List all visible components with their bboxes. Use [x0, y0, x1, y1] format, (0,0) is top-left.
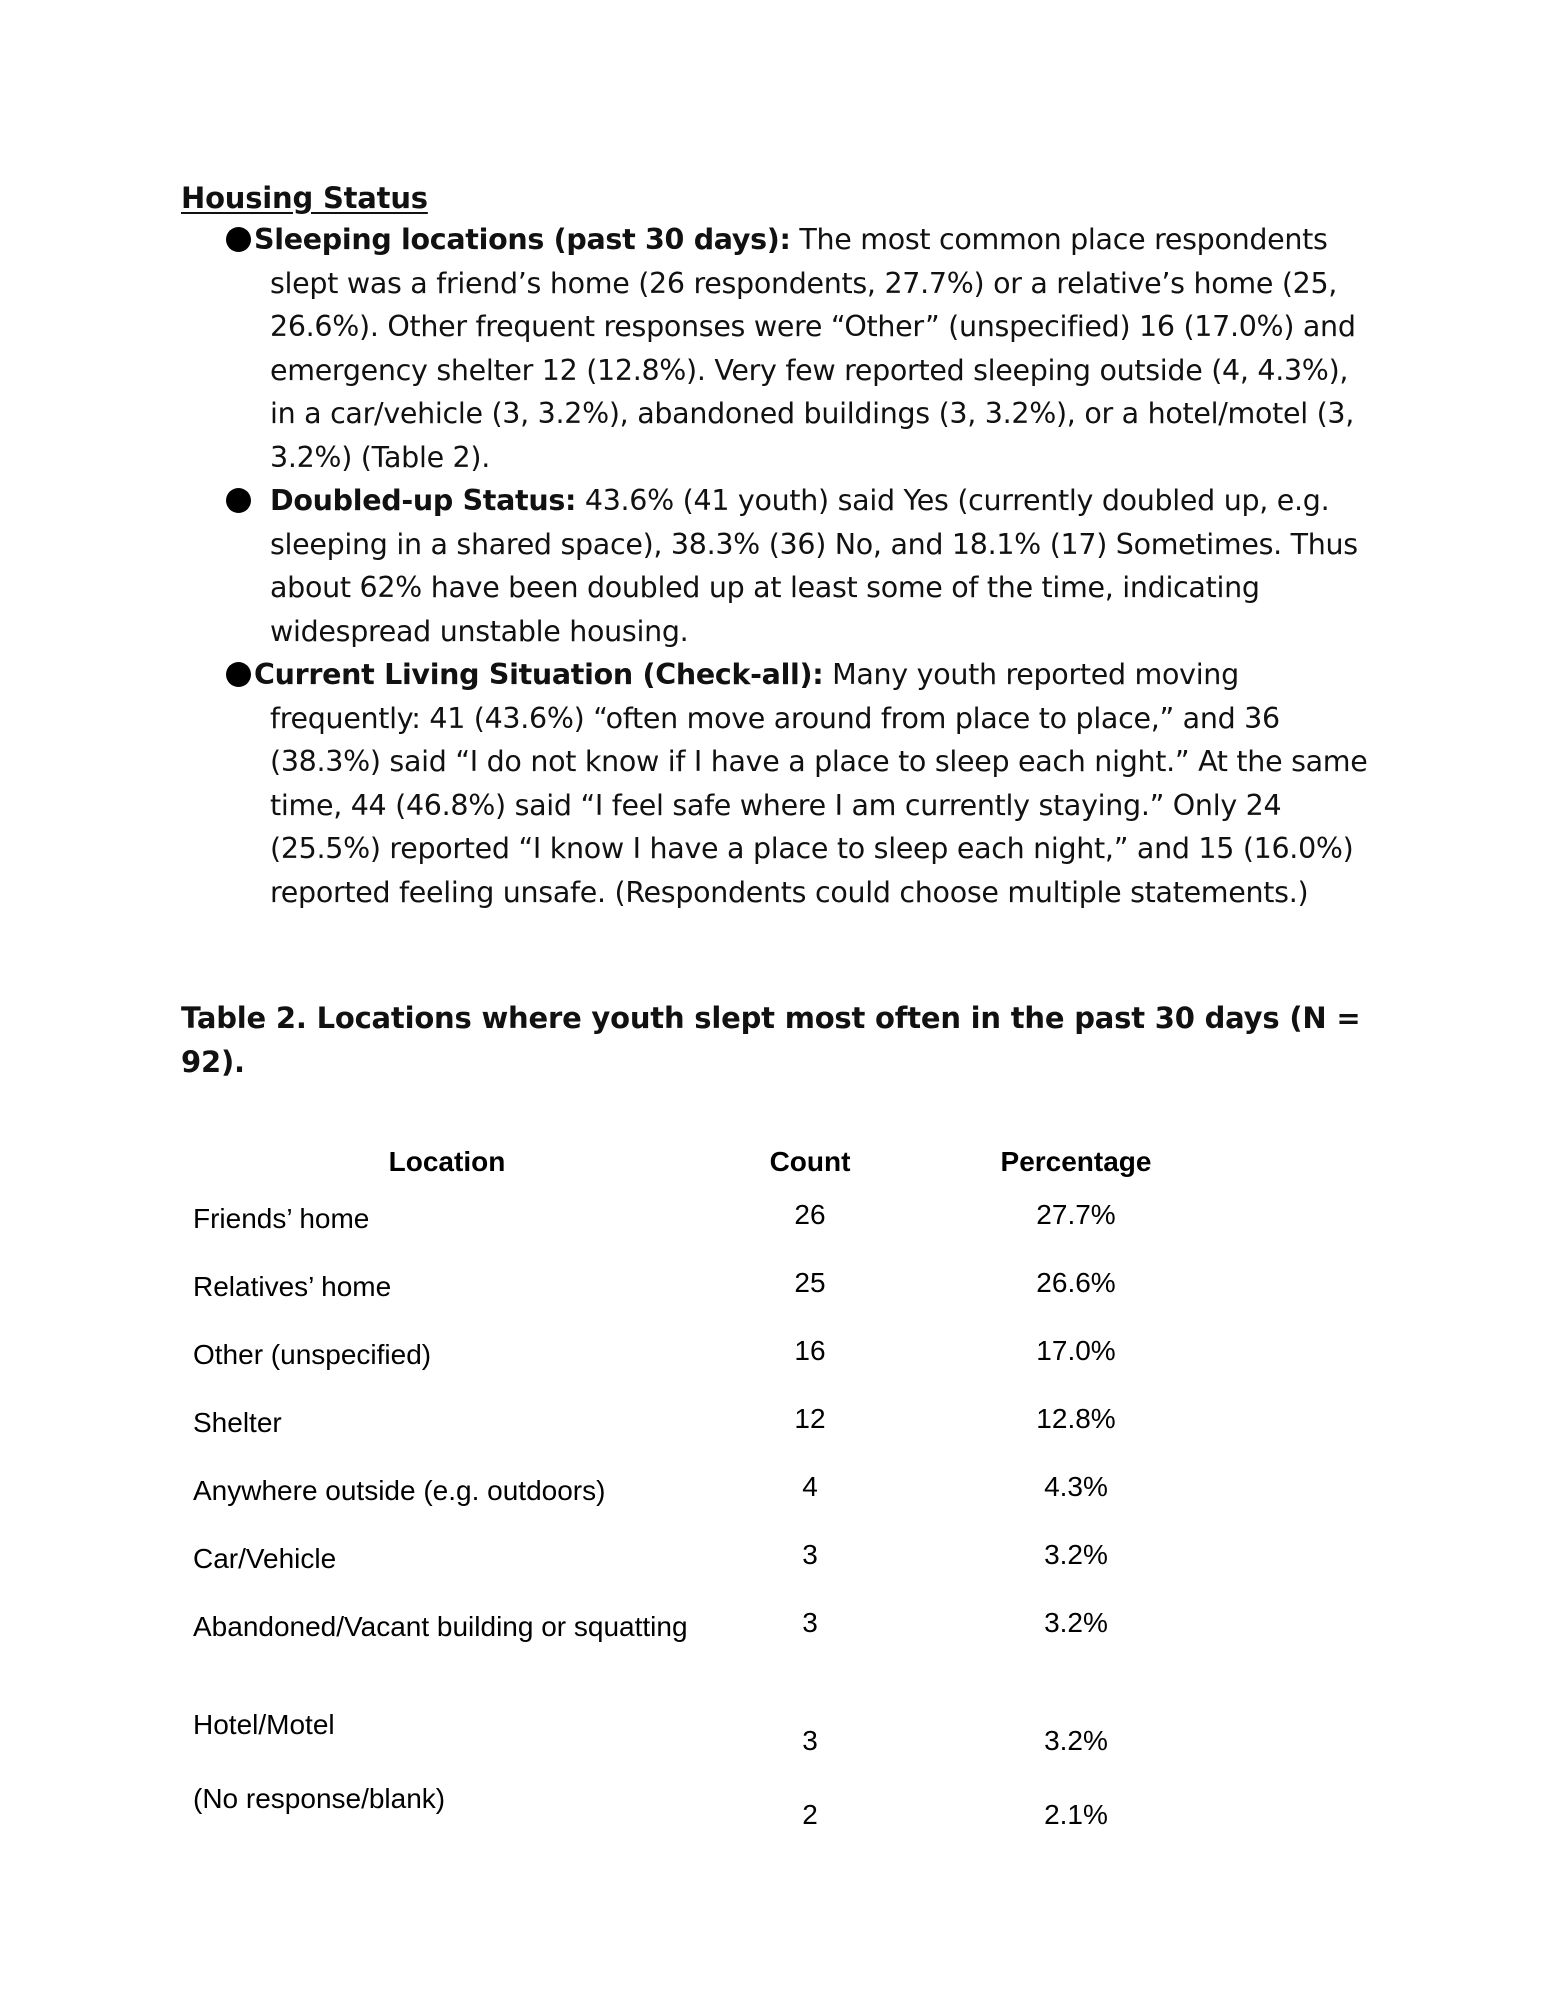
cell-percentage: 3.2%	[1044, 1607, 1108, 1638]
cell-count: 3	[802, 1539, 818, 1570]
cell-location: Other (unspecified)	[193, 1339, 432, 1370]
cell-count: 25	[794, 1267, 826, 1298]
cell-percentage: 2.1%	[1044, 1799, 1108, 1830]
table-row	[181, 1255, 1245, 1323]
bullet-text: Many youth reported moving frequently: 41 (43.6%) “often move around from place to place,” and 36 (38.3%) said “I do not know if I have a place to sleep each night.” At the same time, 44 (46.8%) said “I feel safe where I am currently staying.” Only 24 (25.5%) reported “I know I have a place to sleep each night,” and 15 (16.0%) reported feeling unsafe. (Respondents could choose multiple statements.)	[270, 658, 1368, 909]
cell-percentage: 27.7%	[1036, 1199, 1116, 1230]
cell-count: 2	[802, 1799, 818, 1830]
section-heading: Housing Status	[181, 181, 428, 215]
cell-location: Hotel/Motel	[193, 1709, 335, 1740]
bullet-dot-icon	[226, 227, 251, 252]
bullet-doubled-up-status	[226, 479, 1376, 653]
cell-count: 3	[802, 1725, 818, 1756]
cell-percentage: 12.8%	[1036, 1403, 1116, 1434]
table-row	[181, 1527, 1245, 1595]
bullet-lead: Doubled-up Status:	[270, 484, 577, 517]
cell-percentage: 17.0%	[1036, 1335, 1116, 1366]
cell-percentage: 3.2%	[1044, 1539, 1108, 1570]
header-location: Location	[388, 1146, 506, 1177]
table-row	[181, 1459, 1245, 1527]
header-percentage: Percentage	[1000, 1146, 1152, 1177]
cell-location: Friends’ home	[193, 1203, 370, 1234]
bullet-text: The most common place respondents slept was a friend’s home (26 respondents, 27.7%) or a relative’s home (25, 26.6%). Other frequent responses were “Other” (unspecified) 16 (17.0%) and emergency shelter 12 (12.8%). Very few reported sleeping outside (4, 4.3%), in a car/vehicle (3, 3.2%), abandoned buildings (3, 3.2%), or a hotel/motel (3, 3.2%) (Table 2).	[270, 223, 1356, 474]
bullet-sleeping-locations	[226, 218, 1376, 479]
cell-location: Abandoned/Vacant building or squatting	[193, 1611, 688, 1642]
cell-percentage: 26.6%	[1036, 1267, 1116, 1298]
table-row	[181, 1187, 1245, 1255]
cell-count: 16	[794, 1335, 826, 1366]
bullet-lead: Current Living Situation (Check-all):	[254, 658, 824, 691]
table-row	[181, 1391, 1245, 1459]
cell-percentage: 3.2%	[1044, 1725, 1108, 1756]
cell-location: Anywhere outside (e.g. outdoors)	[193, 1475, 606, 1506]
bullet-lead: Sleeping locations (past 30 days):	[254, 223, 791, 256]
bullet-list	[226, 218, 1376, 914]
table-caption: Table 2. Locations where youth slept most often in the past 30 days (N = 92).	[181, 1001, 1361, 1079]
cell-location: Shelter	[193, 1407, 282, 1438]
table-header-row	[181, 1137, 1245, 1187]
table-row	[181, 1323, 1245, 1391]
cell-percentage: 4.3%	[1044, 1471, 1108, 1502]
bullet-dot-icon	[226, 662, 251, 687]
cell-count: 4	[802, 1471, 818, 1502]
bullet-text: 43.6% (41 youth) said Yes (currently doubled up, e.g. sleeping in a shared space), 38.3% (36) No, and 18.1% (17) Sometimes. Thus about 62% have been doubled up at least some of the time, indicating widespread unstable housing.	[270, 484, 1358, 648]
bullet-current-living-situation	[226, 653, 1376, 914]
locations-table	[181, 1137, 1245, 1851]
cell-count: 3	[802, 1607, 818, 1638]
table-row	[181, 1703, 1245, 1777]
header-count: Count	[769, 1146, 851, 1177]
cell-location: Relatives’ home	[193, 1271, 392, 1302]
table-row	[181, 1777, 1245, 1851]
table-row	[181, 1595, 1245, 1703]
cell-count: 12	[794, 1403, 826, 1434]
cell-location: Car/Vehicle	[193, 1543, 337, 1574]
cell-count: 26	[794, 1199, 826, 1230]
cell-location: (No response/blank)	[193, 1783, 446, 1814]
bullet-dot-icon	[226, 488, 251, 513]
